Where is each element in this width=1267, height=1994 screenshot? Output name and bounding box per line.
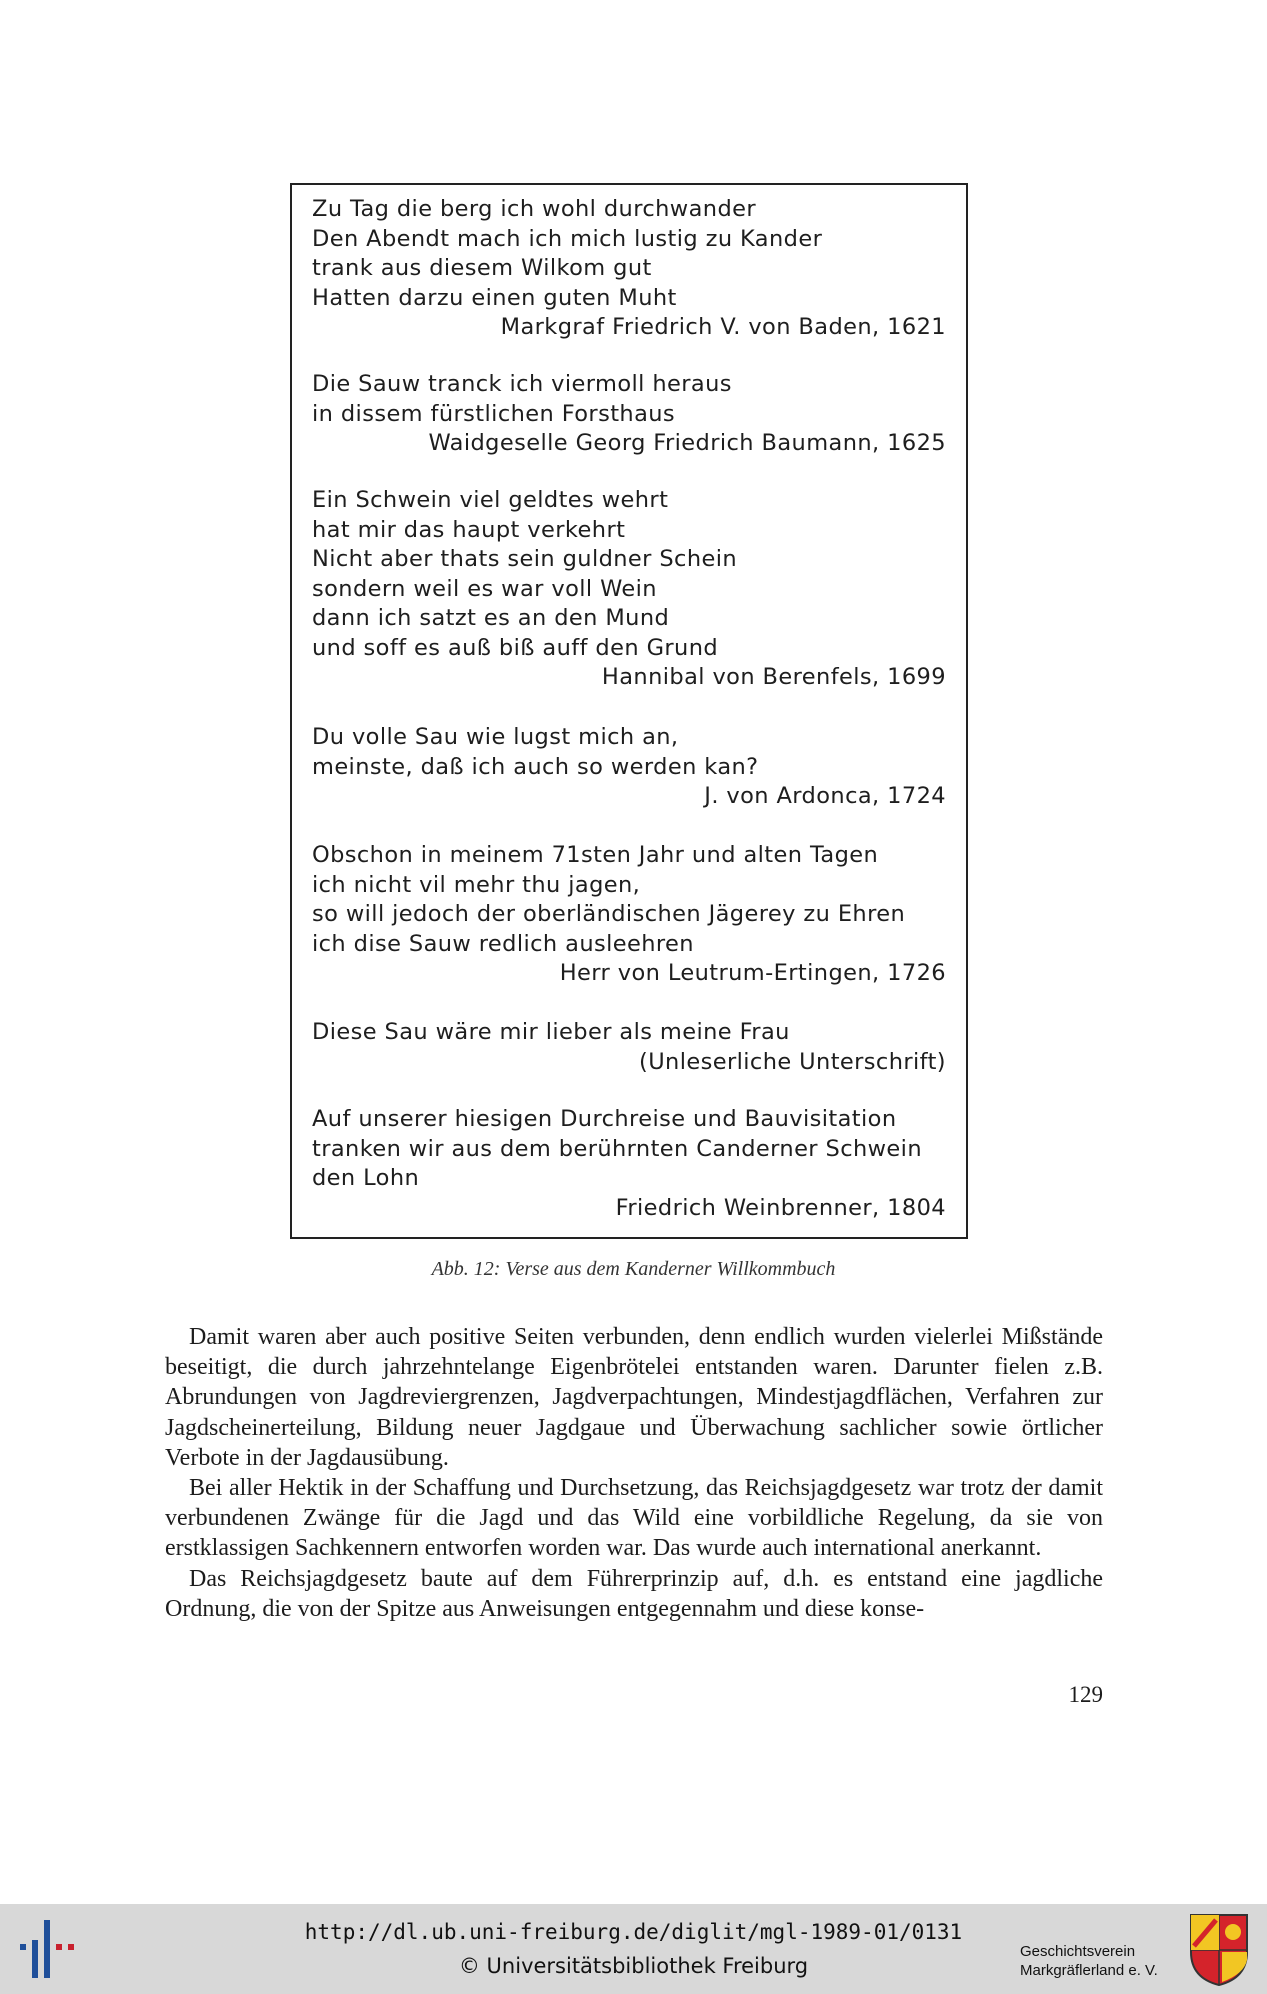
verse-block xyxy=(312,195,946,343)
coat-of-arms-icon xyxy=(1188,1912,1250,1988)
verse-line: Den Abendt mach ich mich lustig zu Kander xyxy=(312,225,823,252)
verse-line: in dissem fürstlichen Forsthaus xyxy=(312,400,676,427)
verse-line: Hatten darzu einen guten Muht xyxy=(312,284,677,311)
footer-url-link[interactable]: http://dl.ub.uni-freiburg.de/diglit/mgl-1989-01/0131 xyxy=(304,1920,963,1944)
verse-line: meinste, daß ich auch so werden kan? xyxy=(312,753,759,780)
paragraph: Das Reichsjagdgesetz baute auf dem Führerprinzip auf, d.h. es entstand eine jagdliche Ordnung, die von der Spitze aus Anweisungen entgegennahm und diese konse- xyxy=(165,1565,1103,1622)
verse-line: Obschon in meinem 71sten Jahr und alten Tagen xyxy=(312,842,879,868)
figure-caption: Abb. 12: Verse aus dem Kanderner Willkommbuch xyxy=(431,1258,836,1280)
verse-attribution: Markgraf Friedrich V. von Baden, 1621 xyxy=(500,314,946,340)
verse-attribution: Herr von Leutrum-Ertingen, 1726 xyxy=(559,960,946,986)
footer-organization xyxy=(1020,1942,1180,1980)
verse-attribution: Waidgeselle Georg Friedrich Baumann, 1625 xyxy=(428,430,946,456)
verse-attribution: J. von Ardonca, 1724 xyxy=(704,783,946,809)
verse-block xyxy=(312,723,946,812)
verse-line: trank aus diesem Wilkom gut xyxy=(312,255,652,281)
verse-block xyxy=(312,1018,946,1077)
verse-line: Auf unserer hiesigen Durchreise und Bauvisitation xyxy=(312,1106,897,1132)
verse-line: tranken wir aus dem berührnten Canderner Schwein xyxy=(312,1135,922,1162)
verse-box xyxy=(290,183,968,1239)
verse-line: dann ich satzt es an den Mund xyxy=(312,605,670,631)
org-name-line: Markgräflerland e. V. xyxy=(1020,1962,1158,1979)
verse-block xyxy=(312,370,946,459)
verse-line: ich nicht vil mehr thu jagen, xyxy=(312,871,641,898)
verse-block xyxy=(312,841,946,989)
footer-bar xyxy=(0,1904,1267,1994)
verse-attribution: Hannibal von Berenfels, 1699 xyxy=(601,664,946,690)
footer-copyright: © Universitätsbibliothek Freiburg xyxy=(458,1954,809,1978)
verse-line: Zu Tag die berg ich wohl durchwander xyxy=(312,196,757,222)
paragraph: Bei aller Hektik in der Schaffung und Durchsetzung, das Reichsjagdgesetz war trotz der damit verbundenen Zwänge für die Jagd und das Wild eine vorbildliche Regelung, da sie von erstklassigen Sachkennern entworfen worden war. Das wurde auch international anerkannt. xyxy=(165,1475,1103,1562)
verse-line: so will jedoch der oberländischen Jägerey zu Ehren xyxy=(312,901,906,927)
verse-block xyxy=(312,1105,946,1223)
verse-line: und soff es auß biß auff den Grund xyxy=(312,634,719,661)
verse-line: Ein Schwein viel geldtes wehrt xyxy=(312,487,669,513)
verse-line: Diese Sau wäre mir lieber als meine Frau xyxy=(312,1019,790,1045)
verse-line: den Lohn xyxy=(312,1165,420,1191)
verse-line: Du volle Sau wie lugst mich an, xyxy=(312,724,679,750)
verse-line: Die Sauw tranck ich viermoll heraus xyxy=(312,371,732,397)
page-number: 129 xyxy=(1068,1682,1103,1707)
verse-line: sondern weil es war voll Wein xyxy=(312,575,657,602)
org-name-line: Geschichtsverein xyxy=(1020,1943,1136,1960)
verse-line: hat mir das haupt verkehrt xyxy=(312,516,626,543)
verse-line: Nicht aber thats sein guldner Schein xyxy=(312,546,738,572)
verse-block xyxy=(312,486,946,693)
body-text xyxy=(165,1322,1103,1624)
verse-attribution: Friedrich Weinbrenner, 1804 xyxy=(615,1194,946,1221)
paragraph: Damit waren aber auch positive Seiten verbunden, denn endlich wurden vielerlei Mißstände beseitigt, die durch jahrzehntelange Eigenbrötelei entstanden waren. Darunter fielen z.B. Abrundungen von Jagdreviergrenzen, Jagdverpachtungen, Mindestjagdflächen, Verfahren zur Jagdscheinerteilung, Bildung neuer Jagdgaue und Überwachung sachlicher sowie örtlicher Verbote in der Jagdausübung. xyxy=(165,1324,1103,1471)
verse-line: ich dise Sauw redlich ausleehren xyxy=(312,930,694,957)
verse-attribution: (Unleserliche Unterschrift) xyxy=(639,1048,946,1075)
